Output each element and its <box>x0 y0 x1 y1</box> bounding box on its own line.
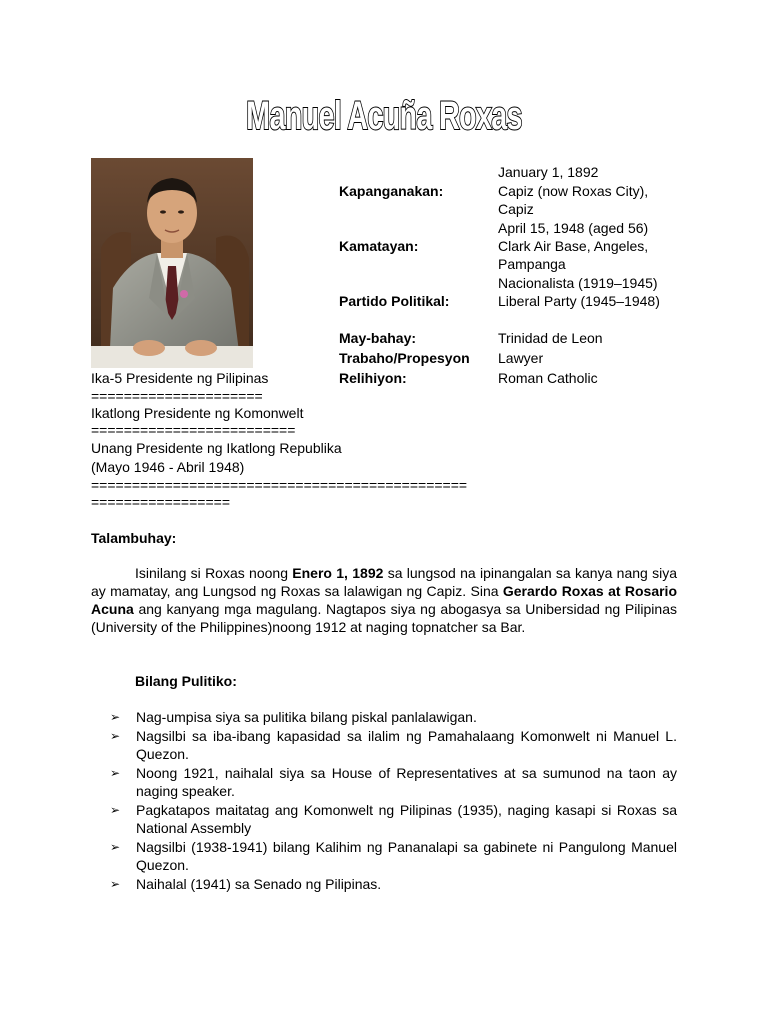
list-item: ➢ Nag-umpisa siya sa pulitika bilang piskal panlalawigan. <box>110 709 477 725</box>
spouse-label: May-bahay: <box>339 330 417 346</box>
religion-label: Relihiyon: <box>339 370 407 386</box>
title-line: Ika-5 Presidente ng Pilipinas <box>91 370 269 386</box>
occupation-value: Lawyer <box>498 350 544 366</box>
arrow-bullet-icon: ➢ <box>110 765 121 780</box>
divider-line: ========================= <box>91 422 296 438</box>
title-line: (Mayo 1946 - Abril 1948) <box>91 459 245 475</box>
page-title: Manuel Acuña Roxas <box>246 94 522 138</box>
list-item: ➢ Naihalal (1941) sa Senado ng Pilipinas. <box>110 875 382 892</box>
arrow-bullet-icon: ➢ <box>110 728 121 743</box>
arrow-bullet-icon: ➢ <box>110 876 121 891</box>
divider-line: ================= <box>91 494 230 510</box>
politics-list <box>110 708 677 893</box>
title-line: Unang Presidente ng Ikatlong Republika <box>91 440 342 456</box>
religion-value: Roman Catholic <box>498 370 598 386</box>
list-item: ➢ Noong 1921, naihalal siya sa House of Representatives at sa sumunod na taon ay naging speaker. <box>110 764 677 799</box>
arrow-bullet-icon: ➢ <box>110 710 121 724</box>
portrait-image <box>91 158 253 368</box>
spouse-value: Trinidad de Leon <box>498 330 603 346</box>
death-label: Kamatayan: <box>339 238 419 254</box>
party-label: Partido Politikal: <box>339 293 450 309</box>
birth-place-value: Capiz (now Roxas City), Capiz <box>498 183 649 217</box>
list-item: ➢ Nagsilbi sa iba-ibang kapasidad sa ilalim ng Pamahalaang Komonwelt ni Manuel L. Quezon. <box>110 727 677 762</box>
biography-paragraph: Isinilang si Roxas noong Enero 1, 1892 sa lungsod na ipinangalan sa kanya nang siya ay mamatay, ang Lungsod ng Roxas sa lalawigan ng Capiz. Sina Gerardo Roxas at Rosario Acuna ang kanyang mga magulang. Nagtapos siya ng abogasya sa Unibersidad ng Pilipinas (University of the Philippines)noong 1912 at naging topnatcher sa Bar. <box>91 565 678 635</box>
party-value-1: Nacionalista (1919–1945) <box>498 275 658 291</box>
divider-line: ============================================== <box>91 477 468 493</box>
party-value-2: Liberal Party (1945–1948) <box>498 293 660 309</box>
divider-line: ===================== <box>91 388 263 404</box>
pulitiko-heading: Bilang Pulitiko: <box>135 673 237 689</box>
arrow-bullet-icon: ➢ <box>110 839 121 854</box>
death-place-value: Clark Air Base, Angeles, Pampanga <box>498 238 649 272</box>
title-line: Ikatlong Presidente ng Komonwelt <box>91 405 304 421</box>
birth-label: Kapanganakan: <box>339 183 444 199</box>
list-item: ➢ Pagkatapos maitatag ang Komonwelt ng Pilipinas (1935), naging kasapi si Roxas sa National Assembly <box>110 801 677 836</box>
talambuhay-heading: Talambuhay: <box>91 530 177 546</box>
occupation-label: Trabaho/Propesyon <box>339 350 470 366</box>
death-date-value: April 15, 1948 (aged 56) <box>498 220 649 236</box>
birth-date-value: January 1, 1892 <box>498 164 599 180</box>
arrow-bullet-icon: ➢ <box>110 802 121 817</box>
list-item: ➢ Nagsilbi (1938-1941) bilang Kalihim ng Pananalapi sa gabinete ni Pangulong Manuel Quezon. <box>110 838 677 873</box>
